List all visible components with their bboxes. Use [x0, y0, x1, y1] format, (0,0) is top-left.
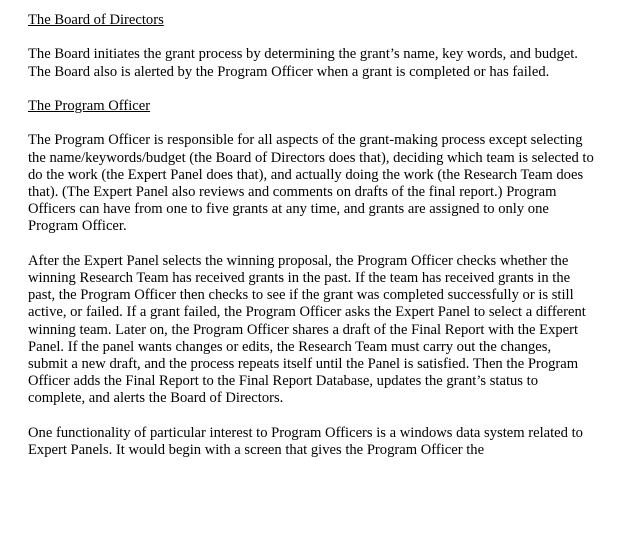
section-heading-board: The Board of Directors — [28, 12, 164, 28]
spacer — [28, 115, 594, 132]
spacer — [28, 81, 594, 98]
section-heading-program-officer: The Program Officer — [28, 97, 151, 114]
document-page — [28, 12, 594, 459]
program-officer-paragraph-3: One functionality of particular interest to Program Officers is a windows data system related to Expert Panels. It would begin with a screen that gives the Program Officer the — [28, 424, 583, 458]
spacer — [28, 29, 594, 46]
program-officer-paragraph-1: The Program Officer is responsible for all aspects of the grant-making process except selecting the name/keywords/budget (the Board of Directors does that), deciding which team is selected to do the work (the Expert Panel does that), and actually doing the work (the Research Team does that). (The Expert Panel also reviews and comments on drafts of the final report.) Program Officers can have from one to five grants at any time, and grants are assigned to only one Program Officer. — [28, 132, 594, 235]
program-officer-paragraph-2: After the Expert Panel selects the winning proposal, the Program Officer checks whether the winning Research Team has received grants in the past. If the team has received grants in the past, the Program Officer then checks to see if the grant was completed successfully or is still active, or failed. If a grant failed, the Program Officer asks the Expert Panel to select a different winning team. Later on, the Program Officer shares a draft of the Final Report with the Expert Panel. If the panel wants changes or edits, the Research Team must carry out the changes, submit a new draft, and the process repeats itself until the Panel is satisfied. Then the Program Officer adds the Final Report to the Final Report Database, updates the grant’s status to complete, and alerts the Board of Directors. — [28, 252, 586, 407]
spacer — [28, 408, 594, 425]
board-paragraph: The Board initiates the grant process by determining the grant’s name, key words, and budget. The Board also is alerted by the Program Officer when a grant is completed or has failed. — [28, 46, 578, 80]
spacer — [28, 236, 594, 253]
